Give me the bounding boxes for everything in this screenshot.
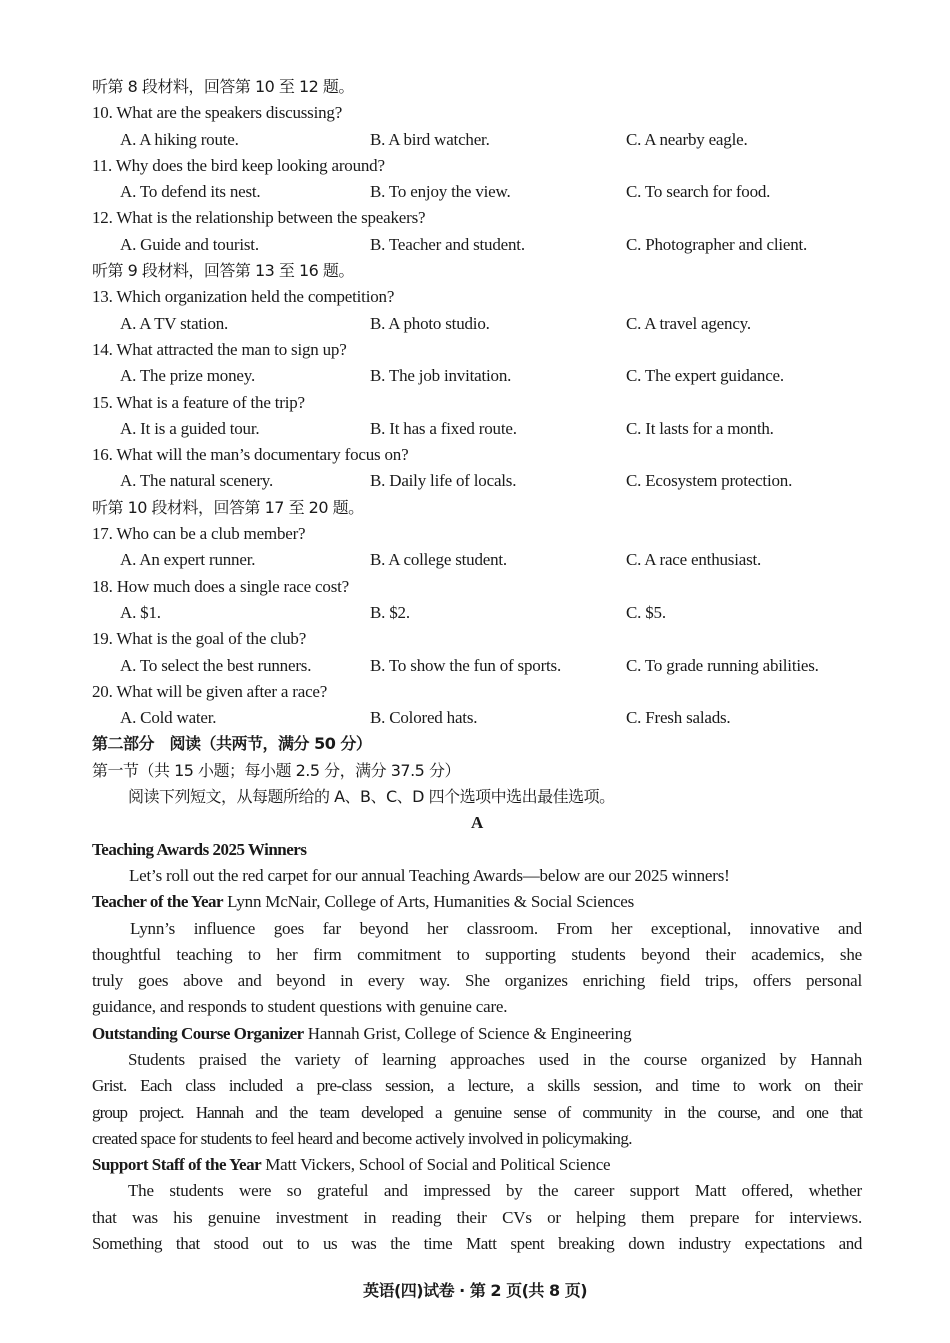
paragraph-line: thoughtful teaching to her firm commitment to supporting students beyond their academics, she	[92, 944, 862, 964]
option-b: B. To enjoy the view.	[370, 182, 511, 202]
option-c: C. A race enthusiast.	[626, 550, 762, 570]
passage-title: Teaching Awards 2025 Winners	[92, 839, 307, 859]
option-b: B. A college student.	[370, 550, 507, 570]
question-text: What will the man’s documentary focus on?	[116, 445, 409, 465]
question-15	[92, 390, 862, 443]
question-text: What attracted the man to sign up?	[116, 339, 347, 359]
question-number: 11.	[92, 155, 113, 175]
option-c: C. To grade running abilities.	[626, 655, 819, 675]
question-text: How much does a single race cost?	[116, 576, 349, 596]
option-c: C. Ecosystem protection.	[626, 471, 793, 491]
option-a: A. It is a guided tour.	[120, 418, 260, 438]
paragraph-line: Students praised the variety of learning approaches used in the course organized by Hannah	[128, 1049, 862, 1069]
question-11	[92, 153, 862, 206]
question-19	[92, 626, 862, 679]
section-instruction: 听第 9 段材料，回答第 13 至 16 题。	[92, 261, 354, 281]
question-text: Why does the bird keep looking around?	[115, 155, 385, 175]
option-b: B. A bird watcher.	[370, 129, 490, 149]
option-c: C. Photographer and client.	[626, 234, 808, 254]
question-number: 16.	[92, 445, 113, 465]
option-a: A. To select the best runners.	[120, 655, 312, 675]
option-a: A. A TV station.	[120, 313, 229, 333]
option-a: A. Guide and tourist.	[120, 234, 259, 254]
reading-instruction: 阅读下列短文，从每题所给的 A、B、C、D 四个选项中选出最佳选项。	[128, 787, 615, 807]
option-c: C. The expert guidance.	[626, 366, 784, 386]
paragraph-line: The students were so grateful and impressed by the career support Matt offered, whether	[128, 1181, 862, 1201]
option-c: C. To search for food.	[626, 182, 771, 202]
option-a: A. $1.	[120, 602, 161, 622]
award-support-staff	[92, 1152, 862, 1257]
part-heading: 第二部分 阅读（共两节，满分 50 分）	[92, 734, 372, 754]
paragraph-line: created space for students to feel heard and become actively involved in policymaking.	[92, 1128, 632, 1148]
option-a: A. An expert runner.	[120, 550, 256, 570]
paragraph-line: truly goes above and beyond in every way. She organizes enriching field trips, offers personal	[92, 971, 862, 991]
award-name: Teacher of the Year	[92, 892, 224, 912]
page-footer: 英语(四)试卷 · 第 2 页(共 8 页)	[362, 1281, 588, 1300]
paragraph-line: Grist. Each class included a pre-class session, a lecture, a skills session, and time to work on their	[92, 1076, 862, 1096]
award-winner: Hannah Grist, College of Science & Engineering	[303, 1023, 632, 1043]
option-b: B. Colored hats.	[370, 708, 478, 728]
award-teacher-of-year	[92, 889, 862, 1020]
option-b: B. It has a fixed route.	[370, 418, 517, 438]
question-14	[92, 337, 862, 390]
option-b: B. To show the fun of sports.	[370, 655, 562, 675]
paragraph-line: Lynn’s influence goes far beyond her classroom. From her exceptional, innovative and	[130, 918, 862, 938]
option-a: A. To defend its nest.	[120, 182, 261, 202]
section-subheading: 第一节（共 15 小题；每小题 2.5 分，满分 37.5 分）	[92, 760, 460, 780]
paragraph-line: that was his genuine investment in reading their CVs or helping them prepare for interviews.	[92, 1207, 862, 1227]
option-a: A. The prize money.	[120, 366, 255, 386]
question-12	[92, 205, 862, 258]
option-c: C. It lasts for a month.	[626, 418, 774, 438]
option-c: C. $5.	[626, 602, 666, 622]
question-number: 17.	[92, 524, 113, 544]
question-text: What will be given after a race?	[116, 681, 328, 701]
question-number: 12.	[92, 208, 113, 228]
option-c: C. A nearby eagle.	[626, 129, 748, 149]
question-number: 13.	[92, 287, 113, 307]
option-c: C. A travel agency.	[626, 313, 751, 333]
award-course-organizer	[92, 1021, 862, 1152]
question-10	[92, 100, 862, 153]
option-b: B. The job invitation.	[370, 366, 512, 386]
question-20	[92, 679, 862, 732]
option-b: B. Teacher and student.	[370, 234, 525, 254]
exam-page	[92, 74, 862, 1257]
question-number: 10.	[92, 103, 113, 123]
question-number: 18.	[92, 576, 113, 596]
question-number: 19.	[92, 629, 113, 649]
section-instruction: 听第 8 段材料，回答第 10 至 12 题。	[92, 77, 354, 96]
question-16	[92, 442, 862, 495]
question-text: Who can be a club member?	[116, 524, 306, 544]
question-text: What are the speakers discussing?	[116, 103, 343, 123]
question-17	[92, 521, 862, 574]
passage-label: A	[470, 813, 484, 833]
paragraph-line: Something that stood out to us was the time Matt spent breaking down industry expectations and	[92, 1234, 862, 1254]
question-text: What is a feature of the trip?	[116, 392, 305, 412]
option-c: C. Fresh salads.	[626, 708, 731, 728]
award-name: Outstanding Course Organizer	[92, 1023, 304, 1043]
question-text: What is the relationship between the speakers?	[116, 208, 426, 228]
question-text: What is the goal of the club?	[116, 629, 307, 649]
passage-intro: Let’s roll out the red carpet for our annual Teaching Awards—below are our 2025 winners!	[129, 865, 730, 885]
award-winner: Lynn McNair, College of Arts, Humanities & Social Sciences	[223, 892, 635, 912]
question-text: Which organization held the competition?	[116, 287, 395, 307]
question-13	[92, 284, 862, 337]
question-18	[92, 574, 862, 627]
option-b: B. Daily life of locals.	[370, 471, 517, 491]
section-instruction: 听第 10 段材料，回答第 17 至 20 题。	[92, 497, 364, 517]
question-number: 20.	[92, 681, 113, 701]
award-winner: Matt Vickers, School of Social and Political Science	[261, 1155, 611, 1175]
option-a: A. The natural scenery.	[120, 471, 274, 491]
question-number: 14.	[92, 339, 113, 359]
paragraph-line: group project. Hannah and the team developed a genuine sense of community in the course, and one that	[92, 1102, 862, 1122]
paragraph-line: guidance, and responds to student questions with genuine care.	[92, 997, 508, 1017]
option-b: B. A photo studio.	[370, 313, 490, 333]
award-name: Support Staff of the Year	[92, 1155, 262, 1175]
question-number: 15.	[92, 392, 113, 412]
option-b: B. $2.	[370, 602, 410, 622]
option-a: A. A hiking route.	[120, 129, 239, 149]
option-a: A. Cold water.	[120, 708, 217, 728]
